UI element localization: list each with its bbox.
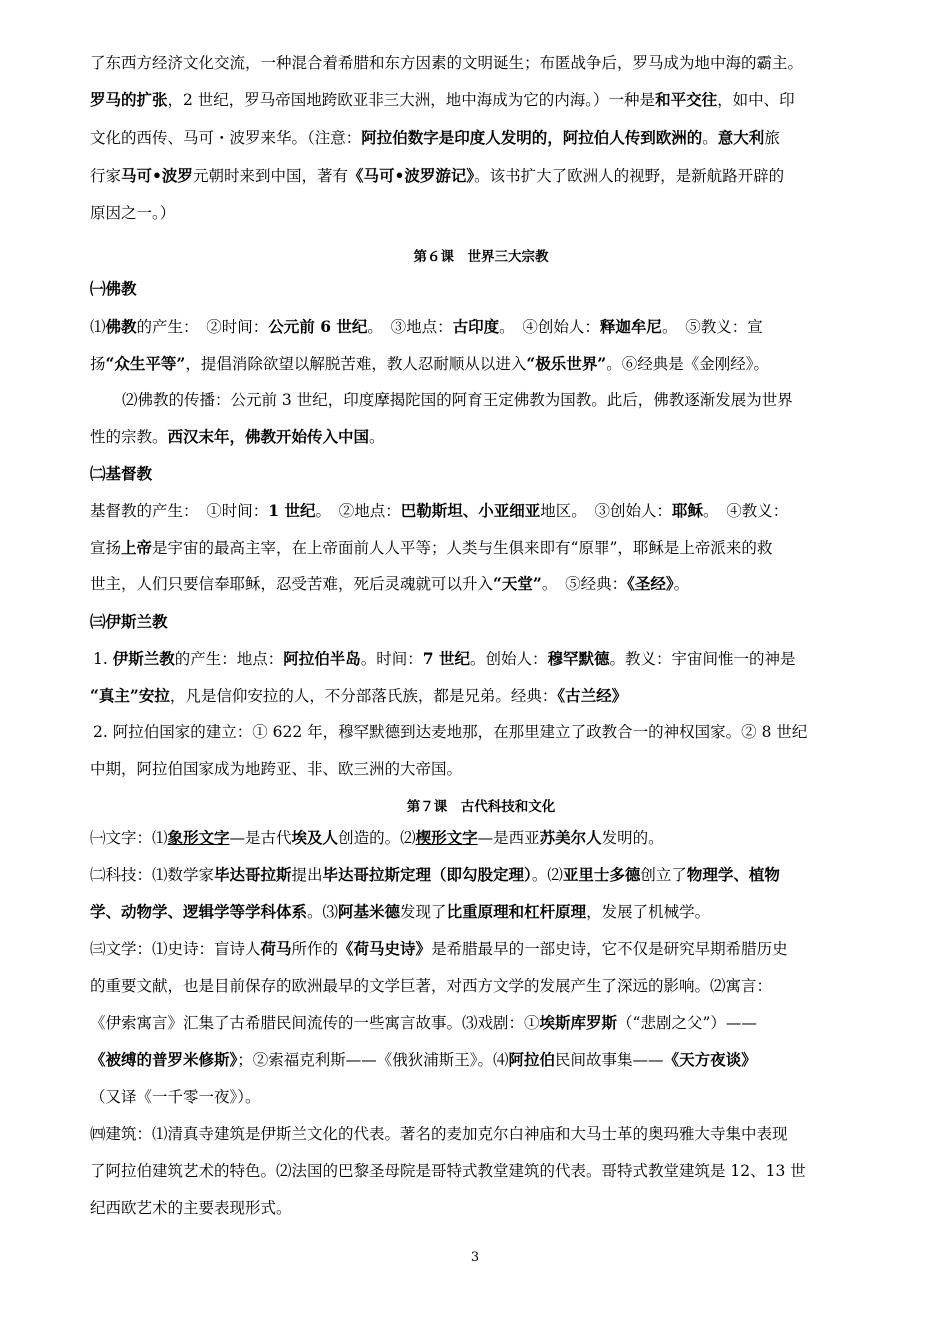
bold-text: 比重原理和杠杆原理 xyxy=(446,902,587,921)
bold-text: 苏美尔人 xyxy=(539,828,602,847)
lesson6-title: 第６课 世界三大宗教 xyxy=(413,249,549,265)
text: 是宇宙的最高主宰，在上帝面前人人平等；人类与生俱来即有“原罪”，耶稣是上帝派来的救 xyxy=(152,539,773,557)
section-islam: ㈢伊斯兰教 xyxy=(90,612,168,631)
text: 《伊索寓言》汇集了古希腊民间流传的一些寓言故事。⑶戏剧：① xyxy=(90,1014,540,1032)
text: 提出 xyxy=(291,866,323,884)
christianity-line-1 xyxy=(90,500,788,522)
text: 地区。 ③创始人： xyxy=(540,502,672,520)
text: 发现了 xyxy=(400,903,447,921)
text: 原因之一。） xyxy=(90,204,176,222)
text: 。 ⑤教义：宣 xyxy=(661,318,763,336)
bold-text: 马可•波罗 xyxy=(121,166,193,185)
section-christianity: ㈡基督教 xyxy=(90,464,153,483)
text: 所作的 xyxy=(291,940,339,958)
bold-text: 《古兰经》 xyxy=(557,686,628,705)
architecture-line-3 xyxy=(90,1197,292,1219)
bold-text: “真主”安拉 xyxy=(90,686,170,705)
lesson7-title: 第７课 古代科技和文化 xyxy=(406,799,556,815)
text: 。 ③地点： xyxy=(367,318,453,336)
text: 。教义：宇宙间惟一的神是 xyxy=(609,650,796,668)
text: 了阿拉伯建筑艺术的特色。⑵法国的巴黎圣母院是哥特式教堂建筑的代表。哥特式教堂建筑是 12、13 世 xyxy=(90,1162,806,1180)
text: 。该书扩大了欧洲人的视野，是新航路开辟的 xyxy=(474,167,785,185)
text: ㈠文字：⑴ xyxy=(90,829,168,847)
text: ⑴ xyxy=(90,318,106,336)
christianity-line-2 xyxy=(90,537,772,559)
architecture-line-1 xyxy=(90,1123,788,1145)
bold-text: 公元前 6 世纪 xyxy=(268,317,368,336)
text: 。 ④创始人： xyxy=(499,318,600,336)
bold-text: 亚里士多德 xyxy=(562,865,641,884)
bold-text: “极乐世界” xyxy=(526,354,607,373)
bold-text: 西汉末年，佛教开始传入中国 xyxy=(167,427,370,446)
bold-text: 楔形文字 xyxy=(415,828,478,847)
bold-text: 荷马 xyxy=(260,939,292,958)
bold-text: 《马可•波罗游记》 xyxy=(347,166,475,185)
bold-text: 意大利 xyxy=(717,128,765,147)
writing-line-1 xyxy=(90,827,664,849)
text: ，2 世纪，罗马帝国地跨欧亚非三大洲，地中海成为它的内海。）一种是 xyxy=(167,91,656,109)
bold-text: 罗马的扩张 xyxy=(90,90,168,109)
islam-line-1 xyxy=(93,648,796,670)
text: 创立了 xyxy=(640,866,687,884)
text: （又译《一千零一夜》）。 xyxy=(90,1088,261,1106)
text: ㈢文学：⑴史诗：盲诗人 xyxy=(90,940,261,958)
bold-text: 《天方夜谈》 xyxy=(663,1050,757,1069)
text: 。 ②地点： xyxy=(315,502,401,520)
text: ，凡是信仰安拉的人，不分部落氏族，都是兄弟。经典： xyxy=(169,687,558,705)
buddhism-line-4 xyxy=(90,426,385,448)
islam-line-3 xyxy=(93,721,807,743)
bold-text: 阿拉伯数字是印度人发明的，阿拉伯人传到欧洲的 xyxy=(361,128,703,147)
buddhism-line-1 xyxy=(90,316,763,338)
intro-line-5 xyxy=(90,202,175,224)
bold-text: 耶稣 xyxy=(672,501,704,520)
text: 1. xyxy=(93,650,113,668)
section-buddhism: ㈠佛教 xyxy=(90,279,137,298)
text: 世主，人们只要信奉耶稣，忍受苦难，死后灵魂就可以升入 xyxy=(90,575,494,593)
text: 宣扬 xyxy=(90,539,122,557)
bold-text: 《荷马史诗》 xyxy=(338,939,432,958)
text: 。 ⑤经典： xyxy=(541,575,628,593)
literature-line-2 xyxy=(90,975,772,997)
architecture-line-2 xyxy=(90,1160,806,1182)
islam-line-4 xyxy=(90,758,462,780)
bold-text: “天堂” xyxy=(493,574,542,593)
bold-text: 伊斯兰教 xyxy=(112,649,175,668)
text: 文化的西传、马可・波罗来华。（注意： xyxy=(90,129,362,147)
text: 中期，阿拉伯国家成为地跨亚、非、欧三洲的大帝国。 xyxy=(90,760,463,778)
text: 的产生： ②时间： xyxy=(136,318,269,336)
intro-line-3 xyxy=(90,127,780,149)
text: 基督教的产生： ①时间： xyxy=(90,502,269,520)
bold-text: 古印度 xyxy=(452,317,500,336)
bold-text: 和平交往 xyxy=(655,90,718,109)
bold-text: 7 世纪 xyxy=(422,649,470,668)
literature-line-5 xyxy=(90,1086,261,1108)
text: ，发展了机械学。 xyxy=(586,903,711,921)
bold-text: 物理学、植物 xyxy=(686,865,780,884)
text: 行家 xyxy=(90,167,122,185)
text: 。 xyxy=(369,428,385,446)
text: 。 ④教义： xyxy=(703,502,789,520)
islam-line-2 xyxy=(90,685,627,707)
text: 的产生：地点： xyxy=(174,650,284,668)
science-line-2 xyxy=(90,901,710,923)
buddhism-line-3 xyxy=(122,389,793,411)
bold-text: 毕达哥拉斯定理（即勾股定理） xyxy=(322,865,532,884)
bold-text: 巴勒斯坦、小亚细亚 xyxy=(400,501,541,520)
text: 是希腊最早的一部史诗，它不仅是研究早期希腊历史 xyxy=(431,940,788,958)
bold-text: “众生平等” xyxy=(105,354,186,373)
text: 发明的。 xyxy=(601,829,664,847)
literature-line-3 xyxy=(90,1012,757,1034)
bold-text: 阿基米德 xyxy=(338,902,401,921)
intro-line-4 xyxy=(90,165,784,187)
literature-line-4 xyxy=(90,1049,757,1071)
text: 。⑶ xyxy=(307,903,339,921)
text: ㈣建筑：⑴清真寺建筑是伊斯兰文化的代表。著名的麦加克尔白神庙和大马士革的奥玛雅大寺集中表现 xyxy=(90,1125,788,1143)
bold-text: 《圣经》 xyxy=(627,574,674,593)
text: 扬 xyxy=(90,355,106,373)
text: 。时间： xyxy=(360,650,423,668)
bold-text: 《被缚的普罗米修斯》 xyxy=(90,1050,238,1069)
text: 元朝时来到中国，著有 xyxy=(192,167,348,185)
bold-text: 释迦牟尼 xyxy=(599,317,662,336)
bold-text: 1 世纪 xyxy=(268,501,316,520)
bold-text: 上帝 xyxy=(121,538,153,557)
literature-line-1 xyxy=(90,938,788,960)
bold-text: 埃及人 xyxy=(291,828,339,847)
christianity-line-3 xyxy=(90,573,689,595)
text: 性的宗教。 xyxy=(90,428,168,446)
text: 。 xyxy=(673,575,690,593)
text: 旅 xyxy=(764,129,780,147)
bold-text: 穆罕默德 xyxy=(547,649,610,668)
text: 民间故事集—— xyxy=(555,1051,664,1069)
text: ，如中、印 xyxy=(717,91,795,109)
text: 了东西方经济文化交流，一种混合着希腊和东方因素的文明诞生；布匿战争后，罗马成为地中海的霸主。 xyxy=(90,54,804,72)
text: 。⑥经典是《金刚经》。 xyxy=(606,355,769,373)
text: 的重要文献，也是目前保存的欧洲最早的文学巨著，对西方文学的发展产生了深远的影响。⑵寓言： xyxy=(90,977,773,995)
text: 纪西欧艺术的主要表现形式。 xyxy=(90,1199,292,1217)
text: —是西亚 xyxy=(477,829,540,847)
bold-text: 象形文字 xyxy=(167,828,230,847)
text: ⑵佛教的传播：公元前 3 世纪，印度摩揭陀国的阿育王定佛教为国教。此后，佛教逐渐发展为世界 xyxy=(122,391,793,409)
text: —是古代 xyxy=(229,829,292,847)
bold-text: 埃斯库罗斯 xyxy=(539,1013,618,1032)
bold-text: 阿拉伯半岛 xyxy=(283,649,361,668)
buddhism-line-2 xyxy=(90,353,769,375)
science-line-1 xyxy=(90,864,780,886)
text: 。创始人： xyxy=(469,650,548,668)
text: ，提倡消除欲望以解脱苦难，教人忍耐顺从以进入 xyxy=(185,355,527,373)
bold-text: 毕达哥拉斯 xyxy=(214,865,292,884)
text: ㈡科技：⑴数学家 xyxy=(90,866,215,884)
bold-text: 学、动物学、逻辑学等学科体系 xyxy=(90,902,308,921)
text: （“悲剧之父”）—— xyxy=(617,1014,757,1032)
bold-text: 阿拉伯 xyxy=(508,1050,556,1069)
bold-text: 佛教 xyxy=(105,317,137,336)
text: 。 xyxy=(702,129,718,147)
text: 。⑵ xyxy=(531,866,563,884)
text: 创造的。⑵ xyxy=(338,829,416,847)
page-number: 3 xyxy=(470,1250,480,1265)
text: 2. 阿拉伯国家的建立：① 622 年，穆罕默德到达麦地那，在那里建立了政教合一的神权国家。② 8 世纪 xyxy=(93,723,808,741)
text: ；②索福克利斯——《俄狄浦斯王》。⑷ xyxy=(237,1051,509,1069)
intro-line-1 xyxy=(90,52,803,74)
intro-line-2 xyxy=(90,89,795,111)
